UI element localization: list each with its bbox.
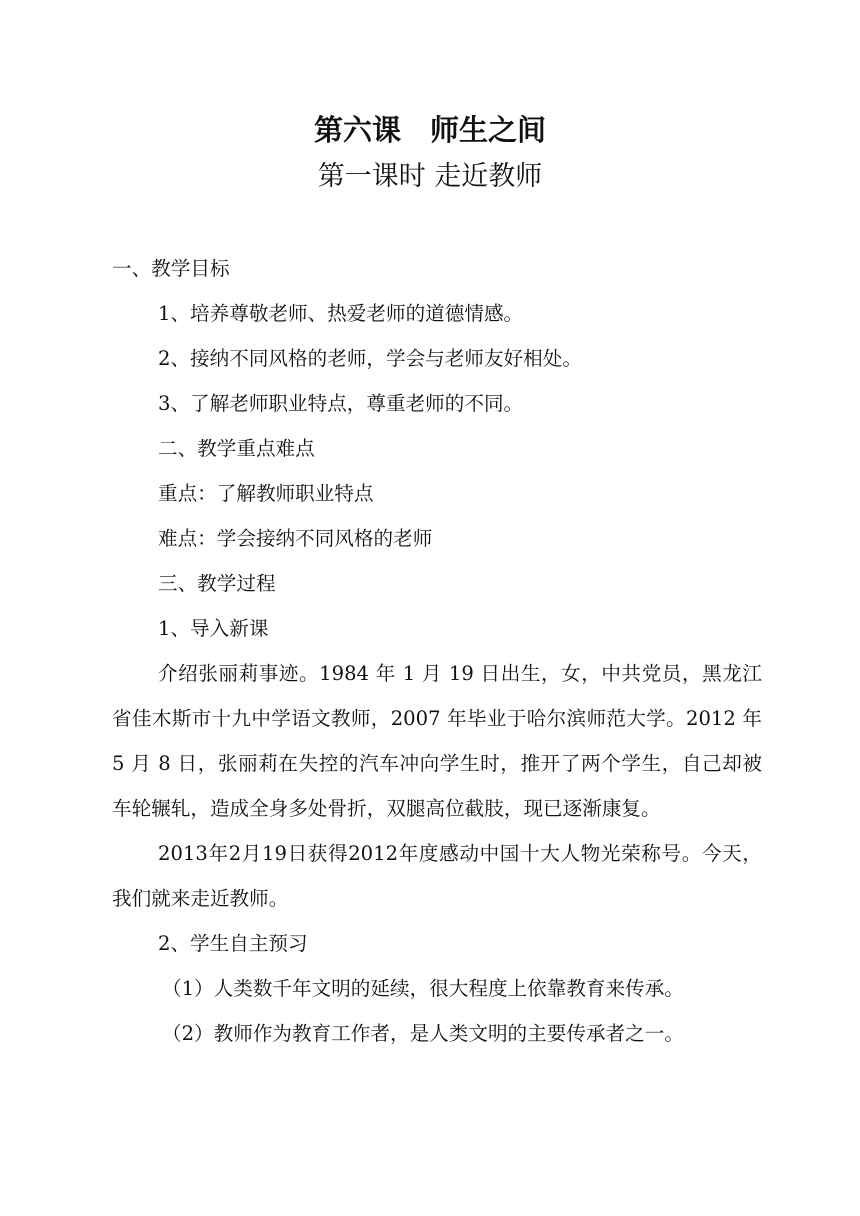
key-point: 重点：了解教师职业特点 — [158, 482, 374, 505]
goal-item: 2、接纳不同风格的老师，学会与老师友好相处。 — [158, 347, 582, 370]
difficult-point: 难点：学会接纳不同风格的老师 — [158, 527, 433, 550]
preview-item: （1）人类数千年文明的延续，很大程度上依靠教育来传承。 — [162, 977, 684, 1000]
section-heading-process: 三、教学过程 — [158, 572, 276, 595]
goal-item: 3、了解老师职业特点，尊重老师的不同。 — [158, 392, 524, 415]
step-heading-intro: 1、导入新课 — [158, 617, 269, 640]
honor-paragraph: 2013年2月19日获得2012年度感动中国十大人物光荣称号。今天，我们就来走近教师。 — [112, 842, 762, 910]
preview-item: （2）教师作为教育工作者，是人类文明的主要传承者之一。 — [162, 1022, 684, 1045]
section-heading-goals: 一、教学目标 — [112, 257, 230, 280]
step-heading-preview: 2、学生自主预习 — [158, 932, 308, 955]
intro-paragraph: 介绍张丽莉事迹。1984 年 1 月 19 日出生，女，中共党员，黑龙江省佳木斯市十九中学语文教师，2007 年毕业于哈尔滨师范大学。2012 年 5 月 8 日，张丽莉在失控的汽车冲向学生时，推开了两个学生，自己却被车轮辗轧，造成全身多处骨折，双腿高位截肢，现已逐渐康复。 — [112, 662, 762, 820]
lesson-title: 第六课 师生之间 — [313, 113, 546, 147]
section-heading-key-points: 二、教学重点难点 — [158, 437, 315, 460]
document-body — [112, 246, 762, 1056]
goal-item: 1、培养尊敬老师、热爱老师的道德情感。 — [158, 302, 524, 325]
lesson-subtitle: 第一课时 走近教师 — [317, 161, 543, 192]
